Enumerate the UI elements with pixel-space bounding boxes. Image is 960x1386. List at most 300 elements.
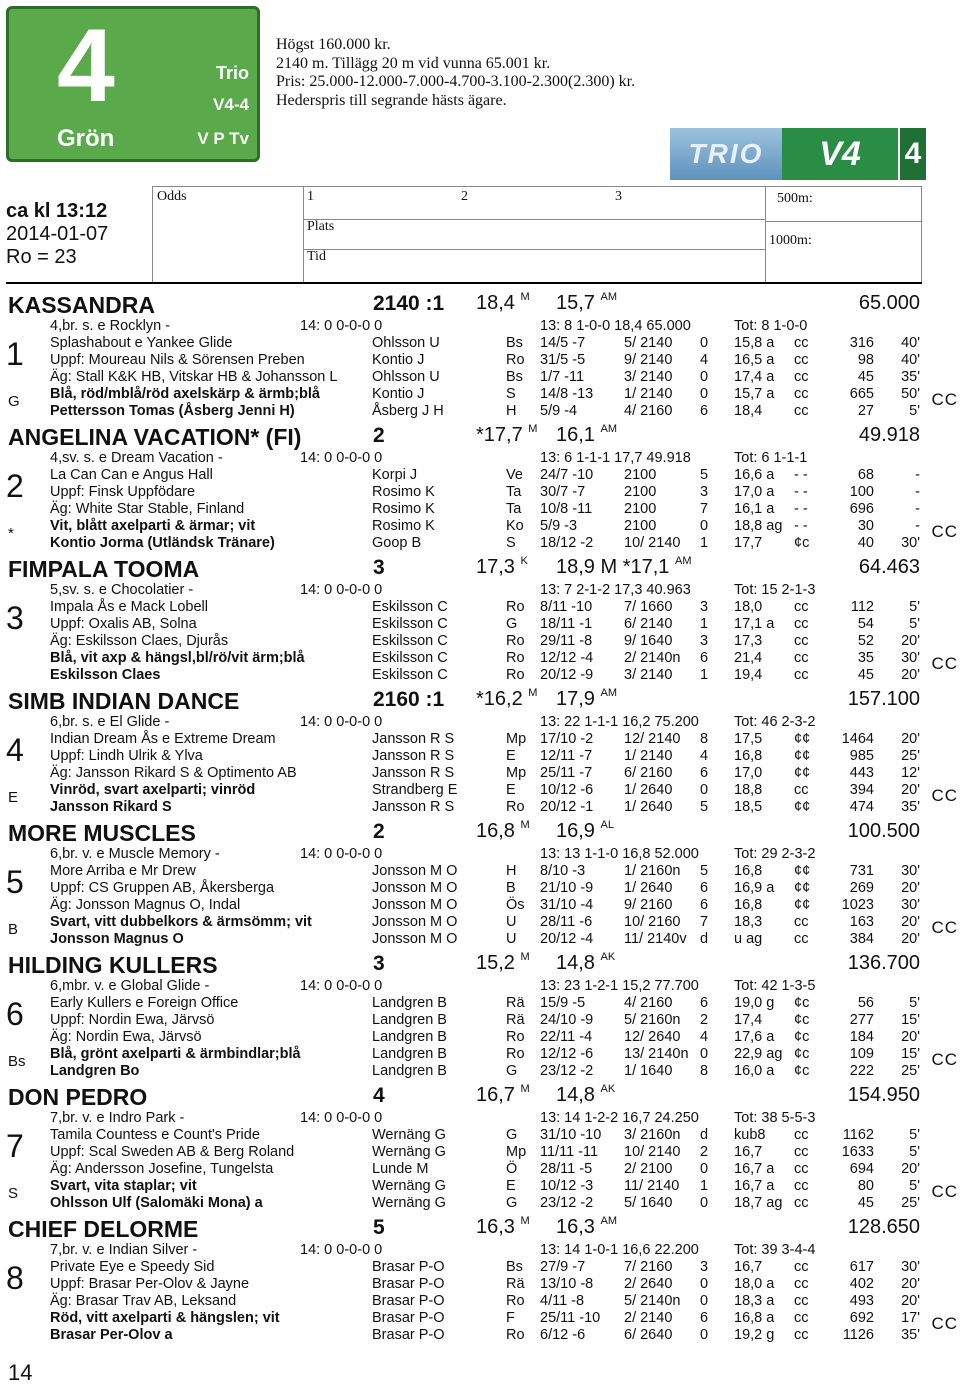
cell-place-distance: 2/ 2140 bbox=[624, 1310, 673, 1326]
horse-entry bbox=[0, 820, 960, 946]
tid-label: Tid bbox=[307, 249, 326, 264]
cell-place-distance: 12/ 2640 bbox=[624, 1029, 681, 1045]
cell-info: Äg: White Star Stable, Finland bbox=[50, 501, 245, 517]
start-number: 7 bbox=[6, 1128, 24, 1164]
horse-row bbox=[0, 995, 960, 1012]
cell-info: Jansson Rikard S bbox=[50, 799, 172, 815]
cell-time: 16,6 a bbox=[734, 467, 775, 483]
cell-time: 17,5 bbox=[734, 731, 763, 747]
cell-driver: Goop B bbox=[372, 535, 422, 551]
cell-driver: Brasar P-O bbox=[372, 1276, 445, 1292]
cell-date: 27/9 -7 bbox=[540, 1259, 586, 1275]
shoe-indicator: CC bbox=[931, 1050, 958, 1069]
bet-type-v4: V4-4 bbox=[213, 95, 249, 114]
cell-driver: Eskilsson C bbox=[372, 667, 448, 683]
cell-place-distance: 7/ 2160 bbox=[624, 1259, 673, 1275]
prize-line: 2140 m. Tillägg 20 m vid vunna 65.001 kr. bbox=[276, 54, 551, 72]
cell-prize: 35' bbox=[901, 369, 920, 385]
cell-gallop: ¢¢ bbox=[794, 880, 811, 896]
odds-grid bbox=[152, 186, 922, 282]
horse-earnings: 49.918 bbox=[858, 424, 920, 446]
cell-date: 17/10 -2 bbox=[540, 731, 594, 747]
cell-gallop: - - bbox=[794, 467, 808, 483]
cell-track: Mp bbox=[506, 1144, 527, 1160]
odds-label: Odds bbox=[157, 189, 187, 204]
cell-time: Tot: 29 2-3-2 bbox=[734, 846, 816, 862]
horse-record-auto: 16,9 $^{AL}$ bbox=[556, 819, 614, 842]
cell-odds: 222 bbox=[849, 1063, 874, 1079]
cell-post: 0 bbox=[700, 782, 709, 798]
cell-gallop: - - bbox=[794, 484, 808, 500]
cell-prize: 30' bbox=[901, 535, 920, 551]
cell-prize: - bbox=[915, 484, 920, 500]
cell-date: 18/11 -1 bbox=[540, 616, 593, 632]
cell-place-distance: 1/ 2640 bbox=[624, 880, 673, 896]
cell-gallop: ¢c bbox=[794, 995, 810, 1011]
cell-time: 16,5 a bbox=[734, 352, 775, 368]
cell-driver: Landgren B bbox=[372, 1046, 447, 1062]
horse-row bbox=[0, 650, 960, 667]
cell-track: F bbox=[506, 1310, 515, 1326]
cell-gallop: ¢c bbox=[794, 535, 810, 551]
start-number: 5 bbox=[6, 864, 24, 900]
cell-odds: 45 bbox=[857, 667, 874, 683]
cell-info: 4,br. s. e Rocklyn - bbox=[50, 318, 171, 334]
horse-record: 17,3 $^K$ bbox=[476, 555, 528, 578]
horse-row bbox=[0, 1259, 960, 1276]
cell-driver: Eskilsson C bbox=[372, 633, 448, 649]
horse-row bbox=[0, 1110, 960, 1127]
cell-post: 1 bbox=[700, 667, 709, 683]
cell-place-distance: 4/ 2160 bbox=[624, 995, 673, 1011]
horse-entry bbox=[0, 688, 960, 814]
cell-info: 6,br. s. e El Glide - bbox=[50, 714, 170, 730]
cell-date: 5/9 -4 bbox=[540, 403, 578, 419]
cell-info: Uppf: Moureau Nils & Sörensen Preben bbox=[50, 352, 305, 368]
cell-info: Röd, vitt axelparti & hängslen; vit bbox=[50, 1310, 280, 1326]
cell-track: Rä bbox=[506, 1012, 525, 1028]
cell-prize: 5' bbox=[909, 599, 920, 615]
cell-odds: 402 bbox=[849, 1276, 874, 1292]
horse-group: S bbox=[8, 1185, 19, 1202]
cell-driver: Brasar P-O bbox=[372, 1310, 445, 1326]
horse-row bbox=[0, 765, 960, 782]
cell-place-distance: 12/ 2140 bbox=[624, 731, 681, 747]
cell-place-distance: 13/ 2140n bbox=[624, 1046, 689, 1062]
cell-prize: 20' bbox=[901, 1161, 920, 1177]
cell-gallop: cc bbox=[794, 599, 809, 615]
cell-time: 18,8 bbox=[734, 782, 763, 798]
cell-odds: 30 bbox=[857, 518, 874, 534]
cell-track: Bs bbox=[506, 1259, 523, 1275]
cell-place-distance: 6/ 2160 bbox=[624, 765, 673, 781]
horse-earnings: 128.650 bbox=[847, 1216, 920, 1238]
cell-odds: 27 bbox=[857, 403, 874, 419]
cell-gallop: ¢¢ bbox=[794, 765, 811, 781]
cell-time: 17,3 bbox=[734, 633, 763, 649]
cell-date: 5/9 -3 bbox=[540, 518, 578, 534]
horse-row bbox=[0, 1127, 960, 1144]
horse-group: B bbox=[8, 921, 19, 938]
cell-time: 17,0 a bbox=[734, 484, 775, 500]
cell-track: Ös bbox=[506, 897, 525, 913]
cell-info: Vit, blått axelparti & ärmar; vit bbox=[50, 518, 256, 534]
cell-time: 19,2 g bbox=[734, 1327, 775, 1343]
cell-date: 28/11 -5 bbox=[540, 1161, 593, 1177]
cell-time: Tot: 46 2-3-2 bbox=[734, 714, 816, 730]
cell-time: 18,8 ag bbox=[734, 518, 783, 534]
cell-date: 21/10 -9 bbox=[540, 880, 594, 896]
start-number: 4 bbox=[6, 732, 24, 768]
cell-year-stats: 14: 0 0-0-0 0 bbox=[300, 1110, 383, 1126]
cell-gallop: cc bbox=[794, 403, 809, 419]
cell-date: 13: 14 1-2-2 16,7 24.250 bbox=[540, 1110, 699, 1126]
cell-prize: 5' bbox=[909, 995, 920, 1011]
horse-row bbox=[0, 1144, 960, 1161]
cell-post: 6 bbox=[700, 897, 709, 913]
horse-row bbox=[0, 386, 960, 403]
page-number: 14 bbox=[8, 1360, 33, 1385]
cell-odds: 277 bbox=[849, 1012, 874, 1028]
horse-entry bbox=[0, 424, 960, 550]
horse-earnings: 154.950 bbox=[847, 1084, 920, 1106]
cell-gallop: cc bbox=[794, 782, 809, 798]
horse-row bbox=[0, 518, 960, 535]
cell-place-distance: 7/ 1660 bbox=[624, 599, 673, 615]
cell-info: Blå, grönt axelparti & ärmbindlar;blå bbox=[50, 1046, 301, 1062]
cell-date: 13: 14 1-0-1 16,6 22.200 bbox=[540, 1242, 699, 1258]
v4-leg-number: 4 bbox=[898, 128, 926, 180]
cell-odds: 56 bbox=[857, 995, 874, 1011]
cell-place-distance: 1/ 2640 bbox=[624, 782, 673, 798]
cell-info: Äg: Stall K&K HB, Vitskar HB & Johansson L bbox=[50, 369, 338, 385]
cell-odds: 1633 bbox=[841, 1144, 874, 1160]
cell-track: Ro bbox=[506, 650, 525, 666]
cell-odds: 665 bbox=[849, 386, 874, 402]
cell-track: Ö bbox=[506, 1161, 518, 1177]
horse-entry bbox=[0, 952, 960, 1078]
cell-place-distance: 10/ 2140 bbox=[624, 535, 681, 551]
horse-row bbox=[0, 1178, 960, 1195]
start-number: 6 bbox=[6, 996, 24, 1032]
bet-type-trio: Trio bbox=[215, 63, 249, 83]
cell-time: u ag bbox=[734, 931, 763, 947]
cell-driver: Landgren B bbox=[372, 1063, 447, 1079]
cell-info: 7,br. v. e Indian Silver - bbox=[50, 1242, 198, 1258]
cell-info: Pettersson Tomas (Åsberg Jenni H) bbox=[50, 403, 295, 419]
horse-row bbox=[0, 1161, 960, 1178]
cell-info: La Can Can e Angus Hall bbox=[50, 467, 213, 483]
cell-driver: Jonsson M O bbox=[372, 897, 458, 913]
horse-earnings: 157.100 bbox=[847, 688, 920, 710]
cell-odds: 694 bbox=[849, 1161, 874, 1177]
cell-gallop: ¢¢ bbox=[794, 731, 811, 747]
cell-gallop: cc bbox=[794, 369, 809, 385]
cell-date: 10/8 -11 bbox=[540, 501, 593, 517]
prize-line: Hederspris till segrande hästs ägare. bbox=[276, 91, 507, 109]
cell-odds: 1464 bbox=[841, 731, 874, 747]
cell-time: Tot: 39 3-4-4 bbox=[734, 1242, 816, 1258]
cell-place-distance: 9/ 1640 bbox=[624, 633, 673, 649]
start-number: 3 bbox=[6, 600, 24, 636]
cell-place-distance: 2100 bbox=[624, 518, 657, 534]
cell-info: Private Eye e Speedy Sid bbox=[50, 1259, 215, 1275]
cell-track: Ro bbox=[506, 352, 525, 368]
cell-driver: Jonsson M O bbox=[372, 880, 458, 896]
cell-gallop: ¢c bbox=[794, 1012, 810, 1028]
cell-gallop: cc bbox=[794, 667, 809, 683]
cell-time: 19,4 bbox=[734, 667, 763, 683]
cell-time: 16,0 a bbox=[734, 1063, 775, 1079]
cell-place-distance: 2/ 2100 bbox=[624, 1161, 673, 1177]
cell-track: Rä bbox=[506, 995, 525, 1011]
horse-row bbox=[0, 535, 960, 552]
horse-name: HILDING KULLERS bbox=[8, 952, 218, 978]
cell-info: Splashabout e Yankee Glide bbox=[50, 335, 233, 351]
horse-row bbox=[0, 501, 960, 518]
cell-date: 31/10 -4 bbox=[540, 897, 594, 913]
cell-track: Ro bbox=[506, 667, 525, 683]
cell-odds: 617 bbox=[849, 1259, 874, 1275]
cell-date: 28/11 -6 bbox=[540, 914, 593, 930]
horse-row bbox=[0, 863, 960, 880]
500m-label: 500m: bbox=[777, 191, 813, 206]
cell-odds: 443 bbox=[849, 765, 874, 781]
cell-gallop: cc bbox=[794, 1327, 809, 1343]
cell-place-distance: 2100 bbox=[624, 467, 657, 483]
cell-info: Äg: Nordin Ewa, Järvsö bbox=[50, 1029, 202, 1045]
cell-place-distance: 6/ 2640 bbox=[624, 1327, 673, 1343]
cell-prize: 20' bbox=[901, 931, 920, 947]
cell-gallop: cc bbox=[794, 1259, 809, 1275]
horse-row bbox=[0, 846, 960, 863]
horse-group: G bbox=[8, 393, 20, 410]
cell-track: Ro bbox=[506, 1293, 525, 1309]
cell-time: 16,8 bbox=[734, 863, 763, 879]
horse-record: 16,3 $^M$ bbox=[476, 1215, 530, 1238]
cell-time: 17,1 a bbox=[734, 616, 775, 632]
horse-row bbox=[0, 782, 960, 799]
horse-distance: 2 bbox=[373, 424, 385, 447]
cell-odds: 394 bbox=[849, 782, 874, 798]
cell-time: 16,7 a bbox=[734, 1161, 775, 1177]
shoe-indicator: CC bbox=[931, 654, 958, 673]
cell-track: E bbox=[506, 1178, 516, 1194]
cell-place-distance: 3/ 2140 bbox=[624, 667, 673, 683]
horse-record-auto: 16,1 $^{AM}$ bbox=[556, 423, 617, 446]
cell-post: 3 bbox=[700, 633, 709, 649]
cell-post: 0 bbox=[700, 369, 709, 385]
horse-row bbox=[0, 467, 960, 484]
cell-info: Uppf: Scal Sweden AB & Berg Roland bbox=[50, 1144, 295, 1160]
cell-year-stats: 14: 0 0-0-0 0 bbox=[300, 846, 383, 862]
cell-date: 12/11 -7 bbox=[540, 748, 593, 764]
cell-driver: Åsberg J H bbox=[372, 403, 444, 419]
cell-driver: Rosimo K bbox=[372, 518, 435, 534]
cell-post: 2 bbox=[700, 1144, 709, 1160]
cell-prize: 30' bbox=[901, 897, 920, 913]
cell-prize: 20' bbox=[901, 633, 920, 649]
horse-row bbox=[0, 1029, 960, 1046]
cell-date: 20/12 -4 bbox=[540, 931, 594, 947]
cell-info: Jonsson Magnus O bbox=[50, 931, 184, 947]
cell-driver: Jansson R S bbox=[372, 799, 455, 815]
horse-distance: 5 bbox=[373, 1216, 385, 1239]
cell-date: 13: 8 1-0-0 18,4 65.000 bbox=[540, 318, 691, 334]
horse-record: *17,7 $^M$ bbox=[476, 423, 538, 446]
cell-place-distance: 2100 bbox=[624, 484, 657, 500]
cell-date: 13: 22 1-1-1 16,2 75.200 bbox=[540, 714, 699, 730]
horse-distance: 2160 :1 bbox=[373, 688, 445, 711]
horse-group: * bbox=[8, 525, 14, 542]
cell-info: Kontio Jorma (Utländsk Tränare) bbox=[50, 535, 275, 551]
cell-driver: Rosimo K bbox=[372, 484, 435, 500]
cell-gallop: cc bbox=[794, 616, 809, 632]
ro-value: Ro = 23 bbox=[6, 246, 77, 268]
cell-time: 19,0 g bbox=[734, 995, 775, 1011]
cell-post: 0 bbox=[700, 1046, 709, 1062]
cell-time: 21,4 bbox=[734, 650, 763, 666]
horse-row bbox=[0, 1276, 960, 1293]
cell-date: 15/9 -5 bbox=[540, 995, 586, 1011]
horse-record: 15,2 $^M$ bbox=[476, 951, 530, 974]
cell-date: 12/12 -6 bbox=[540, 1046, 594, 1062]
cell-post: 6 bbox=[700, 880, 709, 896]
horse-row bbox=[0, 1242, 960, 1259]
cell-time: 18,0 a bbox=[734, 1276, 775, 1292]
horse-entry bbox=[0, 292, 960, 418]
cell-track: Ro bbox=[506, 633, 525, 649]
cell-odds: 112 bbox=[850, 599, 874, 615]
cell-post: 0 bbox=[700, 1195, 709, 1211]
cell-odds: 985 bbox=[849, 748, 874, 764]
cell-driver: Jansson R S bbox=[372, 731, 455, 747]
cell-post: 3 bbox=[700, 599, 709, 615]
cell-odds: 474 bbox=[849, 799, 874, 815]
cell-post: 0 bbox=[700, 1161, 709, 1177]
horse-distance: 4 bbox=[373, 1084, 385, 1107]
cell-track: Ta bbox=[506, 484, 522, 500]
horse-row bbox=[0, 1012, 960, 1029]
race-number: 4 bbox=[57, 8, 115, 124]
cell-date: 10/12 -6 bbox=[540, 782, 594, 798]
cell-date: 25/11 -7 bbox=[540, 765, 593, 781]
horse-earnings: 65.000 bbox=[858, 292, 920, 314]
cell-odds: 184 bbox=[849, 1029, 874, 1045]
cell-gallop: cc bbox=[794, 386, 809, 402]
cell-prize: 20' bbox=[901, 782, 920, 798]
cell-info: Blå, röd/mblå/röd axelskärp & ärmb;blå bbox=[50, 386, 320, 402]
shoe-indicator: CC bbox=[931, 918, 958, 937]
cell-place-distance: 3/ 2140 bbox=[624, 369, 673, 385]
cell-gallop: cc bbox=[794, 1276, 809, 1292]
cell-post: 0 bbox=[700, 335, 709, 351]
cell-gallop: ¢¢ bbox=[794, 897, 811, 913]
cell-time: 18,4 bbox=[734, 403, 763, 419]
cell-prize: 15' bbox=[901, 1046, 920, 1062]
cell-date: 13: 6 1-1-1 17,7 49.918 bbox=[540, 450, 691, 466]
cell-place-distance: 2/ 2140n bbox=[624, 650, 681, 666]
cell-track: Ko bbox=[506, 518, 524, 534]
cell-prize: 25' bbox=[901, 748, 920, 764]
cell-track: U bbox=[506, 931, 517, 947]
cell-info: Vinröd, svart axelparti; vinröd bbox=[50, 782, 256, 798]
cell-driver: Kontio J bbox=[372, 352, 425, 368]
cell-date: 13/10 -8 bbox=[540, 1276, 594, 1292]
cell-info: Uppf: Lindh Ulrik & Ylva bbox=[50, 748, 203, 764]
cell-place-distance: 11/ 2140v bbox=[624, 931, 687, 947]
cell-driver: Landgren B bbox=[372, 1029, 447, 1045]
cell-info: Early Kullers e Foreign Office bbox=[50, 995, 239, 1011]
cell-post: 5 bbox=[700, 467, 709, 483]
cell-track: Rä bbox=[506, 1276, 525, 1292]
cell-driver: Ohlsson U bbox=[372, 369, 440, 385]
cell-odds: 35 bbox=[857, 650, 874, 666]
cell-gallop: cc bbox=[794, 335, 809, 351]
cell-odds: 692 bbox=[849, 1310, 874, 1326]
prize-line: Högst 160.000 kr. bbox=[276, 36, 391, 53]
cell-date: 12/12 -4 bbox=[540, 650, 594, 666]
cell-time: 16,8 a bbox=[734, 1310, 775, 1326]
1000m-label: 1000m: bbox=[769, 233, 812, 248]
cell-gallop: - - bbox=[794, 518, 808, 534]
col-3-label: 3 bbox=[615, 189, 622, 204]
cell-gallop: ¢c bbox=[794, 1063, 810, 1079]
cell-track: S bbox=[506, 535, 516, 551]
cell-info: Uppf: CS Gruppen AB, Åkersberga bbox=[50, 880, 275, 896]
cell-prize: 20' bbox=[901, 731, 920, 747]
cell-gallop: ¢c bbox=[794, 1046, 810, 1062]
horse-row bbox=[0, 616, 960, 633]
horse-row bbox=[0, 403, 960, 420]
cell-track: Mp bbox=[506, 731, 527, 747]
cell-time: 17,0 bbox=[734, 765, 763, 781]
cell-odds: 45 bbox=[857, 369, 874, 385]
horse-earnings: 136.700 bbox=[847, 952, 920, 974]
cell-time: Tot: 38 5-5-3 bbox=[734, 1110, 816, 1126]
cell-prize: - bbox=[915, 518, 920, 534]
cell-place-distance: 2/ 2640 bbox=[624, 1276, 673, 1292]
horse-row bbox=[0, 978, 960, 995]
cell-time: 17,6 a bbox=[734, 1029, 775, 1045]
cell-post: 5 bbox=[700, 799, 709, 815]
cell-date: 24/10 -9 bbox=[540, 1012, 594, 1028]
cell-year-stats: 14: 0 0-0-0 0 bbox=[300, 978, 383, 994]
v4-logo: V4 bbox=[782, 128, 898, 180]
cell-gallop: ¢¢ bbox=[794, 799, 811, 815]
horse-name: MORE MUSCLES bbox=[8, 820, 196, 846]
cell-post: 4 bbox=[700, 352, 709, 368]
horse-distance: 3 bbox=[373, 556, 385, 579]
cell-gallop: ¢c bbox=[794, 1029, 810, 1045]
shoe-indicator: CC bbox=[931, 1314, 958, 1333]
cell-prize: 20' bbox=[901, 1029, 920, 1045]
cell-info: Landgren Bo bbox=[50, 1063, 140, 1079]
cell-post: 1 bbox=[700, 616, 709, 632]
cell-post: 3 bbox=[700, 484, 709, 500]
cell-time: Tot: 15 2-1-3 bbox=[734, 582, 816, 598]
cell-info: Äg: Brasar Trav AB, Leksand bbox=[50, 1293, 237, 1309]
cell-odds: 384 bbox=[849, 931, 874, 947]
cell-gallop: - - bbox=[794, 501, 808, 517]
cell-date: 24/7 -10 bbox=[540, 467, 594, 483]
horse-record: 16,8 $^M$ bbox=[476, 819, 530, 842]
cell-time: Tot: 6 1-1-1 bbox=[734, 450, 808, 466]
cell-date: 23/12 -2 bbox=[540, 1195, 594, 1211]
cell-date: 11/11 -11 bbox=[540, 1144, 599, 1160]
cell-date: 20/12 -9 bbox=[540, 667, 594, 683]
cell-info: 7,br. v. e Indro Park - bbox=[50, 1110, 185, 1126]
